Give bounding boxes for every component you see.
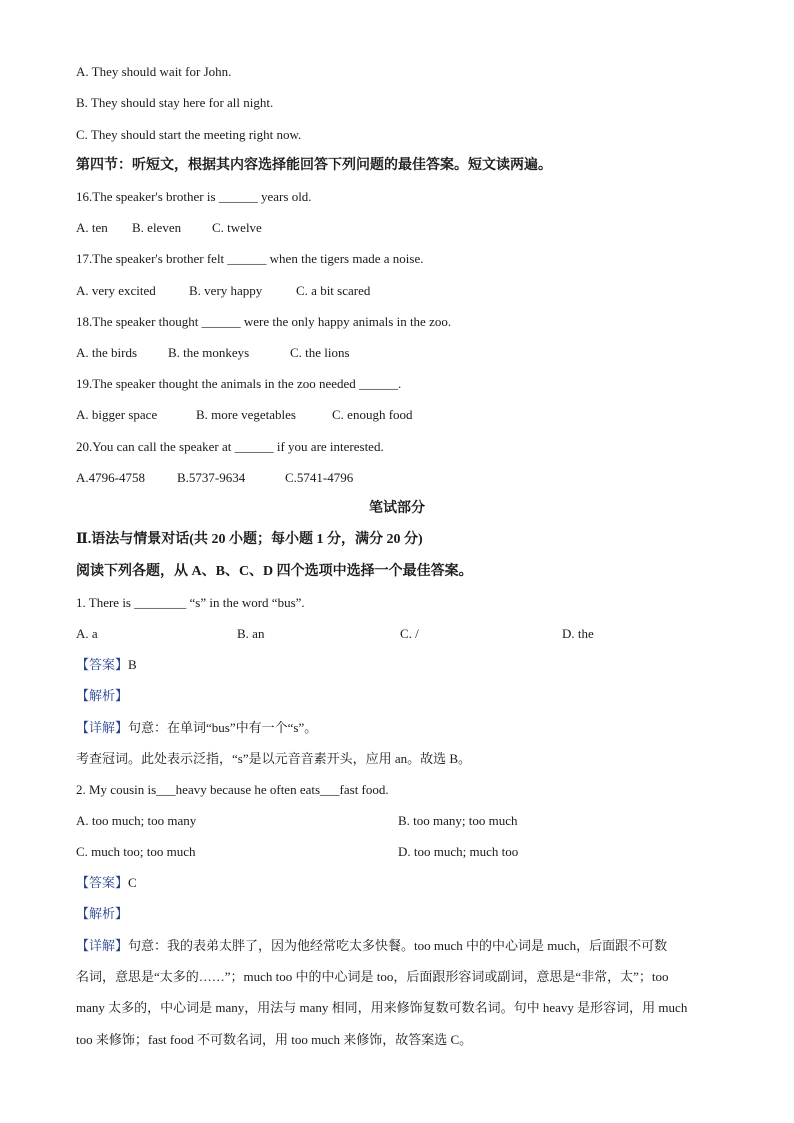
q18-option-c: C. the lions (290, 345, 350, 360)
detail-tag: 【详解】 (76, 720, 129, 735)
q16-option-b: B. eleven (132, 220, 182, 235)
q1-option-c: C. / (400, 626, 419, 641)
q2-detail-line-2: 名词，意思是“太多的……”；much too 中的中心词是 too，后面跟形容词或副词，意思是“非常，太”；too (76, 969, 669, 984)
q2-stem: 2. My cousin is___heavy because he often eats___fast food. (76, 782, 389, 797)
q17-stem: 17.The speaker's brother felt ______ when the tigers made a noise. (76, 251, 424, 266)
q2-option-a: A. too much; too many (76, 813, 197, 828)
q2-answer: C (128, 875, 137, 890)
q17-option-c: C. a bit scared (296, 283, 371, 298)
q20-option-c: C.5741-4796 (285, 470, 354, 485)
q2-detail-text-1: 句意：我的表弟太胖了，因为他经常吃太多快餐。too much 中的中心词是 much，后面跟不可数 (128, 938, 668, 953)
analysis-tag: 【解析】 (76, 688, 129, 703)
analysis-tag: 【解析】 (76, 906, 129, 921)
q15-option-b: B. They should stay here for all night. (76, 95, 274, 110)
q17-option-b: B. very happy (189, 283, 263, 298)
q2-option-b: B. too many; too much (398, 813, 518, 828)
answer-tag: 【答案】 (76, 657, 129, 672)
q19-stem: 19.The speaker thought the animals in the zoo needed ______. (76, 376, 402, 391)
q15-option-a: A. They should wait for John. (76, 64, 232, 79)
q1-option-d: D. the (562, 626, 594, 641)
q1-answer-line (76, 656, 718, 674)
q1-detail-text: 句意：在单词“bus”中有一个“s”。 (128, 720, 318, 735)
q1-stem: 1. There is ________ “s” in the word “bus”. (76, 595, 305, 610)
q2-answer-line (76, 874, 718, 892)
q17-option-a: A. very excited (76, 283, 156, 298)
q2-analysis-line (76, 905, 718, 923)
q18-stem: 18.The speaker thought ______ were the only happy animals in the zoo. (76, 314, 452, 329)
q2-detail-line-4: too 来修饰；fast food 不可数名词，用 too much 来修饰，故答案选 C。 (76, 1032, 473, 1047)
q16-option-a: A. ten (76, 220, 108, 235)
written-part-title: 笔试部分 (369, 501, 425, 516)
q2-detail-line-3: many 太多的，中心词是 many，用法与 many 相同，用来修饰复数可数名词。句中 heavy 是形容词，用 much (76, 1000, 688, 1015)
q1-option-b: B. an (237, 626, 265, 641)
q19-option-c: C. enough food (332, 407, 413, 422)
q2-option-c: C. much too; too much (76, 844, 196, 859)
q2-detail-line-1 (76, 937, 718, 955)
detail-tag: 【详解】 (76, 938, 129, 953)
q15-option-c: C. They should start the meeting right now. (76, 127, 302, 142)
q1-detail-line (76, 719, 718, 737)
part2-heading: Ⅱ.语法与情景对话(共 20 小题；每小题 1 分，满分 20 分) (76, 532, 423, 547)
q20-stem: 20.You can call the speaker at ______ if you are interested. (76, 439, 384, 454)
q18-option-b: B. the monkeys (168, 345, 250, 360)
q1-analysis-line (76, 687, 718, 705)
q1-answer: B (128, 657, 137, 672)
q16-stem: 16.The speaker's brother is ______ years old. (76, 189, 312, 204)
q19-option-b: B. more vegetables (196, 407, 296, 422)
q19-option-a: A. bigger space (76, 407, 158, 422)
q1-detail-explanation: 考查冠词。此处表示泛指，“s”是以元音音素开头，应用 an。故选 B。 (76, 751, 472, 766)
q20-option-a: A.4796-4758 (76, 470, 145, 485)
q20-option-b: B.5737-9634 (177, 470, 246, 485)
q1-option-a: A. a (76, 626, 98, 641)
q18-option-a: A. the birds (76, 345, 138, 360)
q2-option-d: D. too much; much too (398, 844, 519, 859)
answer-tag: 【答案】 (76, 875, 129, 890)
q16-option-c: C. twelve (212, 220, 262, 235)
part2-instruction: 阅读下列各题，从 A、B、C、D 四个选项中选择一个最佳答案。 (76, 564, 473, 579)
section4-heading: 第四节：听短文，根据其内容选择能回答下列问题的最佳答案。短文读两遍。 (76, 158, 552, 173)
